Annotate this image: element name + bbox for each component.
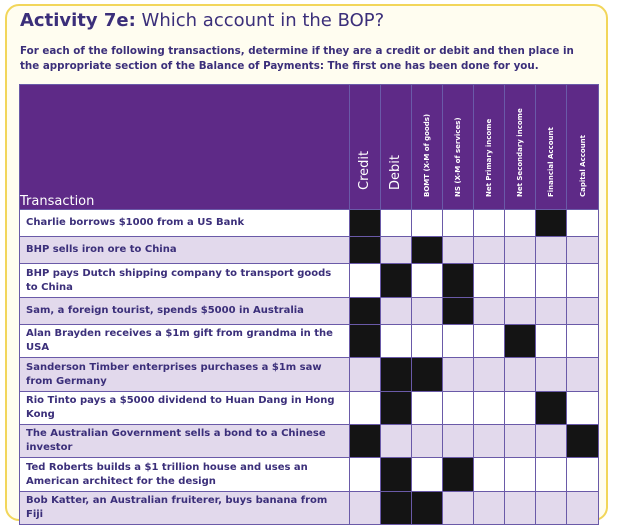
financial-account-cell[interactable] bbox=[536, 298, 567, 325]
net-secondary-income-cell[interactable] bbox=[505, 492, 536, 525]
header-net-primary-income: Net Primary income bbox=[474, 85, 505, 210]
table-body bbox=[20, 210, 599, 525]
credit-cell[interactable] bbox=[350, 264, 381, 298]
net-secondary-income-cell[interactable] bbox=[505, 425, 536, 458]
ns-cell[interactable] bbox=[443, 492, 474, 525]
transaction-cell: Bob Katter, an Australian fruiterer, buys banana from Fiji bbox=[20, 492, 350, 525]
transaction-cell: Sanderson Timber enterprises purchases a $1m saw from Germany bbox=[20, 358, 350, 392]
net-secondary-income-cell[interactable] bbox=[505, 358, 536, 392]
net-secondary-income-cell[interactable] bbox=[505, 458, 536, 492]
credit-cell-marked[interactable] bbox=[350, 425, 381, 458]
capital-account-cell[interactable] bbox=[567, 458, 599, 492]
bomt-cell-marked[interactable] bbox=[412, 492, 443, 525]
net-primary-income-cell[interactable] bbox=[474, 237, 505, 264]
credit-cell[interactable] bbox=[350, 492, 381, 525]
debit-cell-marked[interactable] bbox=[381, 492, 412, 525]
header-net-secondary-income: Net Secondary income bbox=[505, 85, 536, 210]
bomt-cell[interactable] bbox=[412, 392, 443, 425]
transaction-cell: The Australian Government sells a bond to a Chinese investor bbox=[20, 425, 350, 458]
header-financial-account: Financial Account bbox=[536, 85, 567, 210]
debit-cell[interactable] bbox=[381, 425, 412, 458]
capital-account-cell[interactable] bbox=[567, 325, 599, 358]
debit-cell-marked[interactable] bbox=[381, 458, 412, 492]
net-secondary-income-cell[interactable] bbox=[505, 237, 536, 264]
financial-account-cell[interactable] bbox=[536, 458, 567, 492]
net-secondary-income-cell-marked[interactable] bbox=[505, 325, 536, 358]
bomt-cell[interactable] bbox=[412, 425, 443, 458]
credit-cell-marked[interactable] bbox=[350, 325, 381, 358]
credit-cell[interactable] bbox=[350, 358, 381, 392]
bomt-cell-marked[interactable] bbox=[412, 237, 443, 264]
financial-account-cell[interactable] bbox=[536, 425, 567, 458]
bop-table bbox=[19, 84, 599, 525]
net-primary-income-cell[interactable] bbox=[474, 264, 505, 298]
credit-cell-marked[interactable] bbox=[350, 237, 381, 264]
header-bomt: BOMT (X-M of goods) bbox=[412, 85, 443, 210]
ns-cell[interactable] bbox=[443, 425, 474, 458]
financial-account-cell[interactable] bbox=[536, 358, 567, 392]
ns-cell-marked[interactable] bbox=[443, 298, 474, 325]
bomt-cell[interactable] bbox=[412, 325, 443, 358]
net-primary-income-cell[interactable] bbox=[474, 492, 505, 525]
table-row bbox=[20, 492, 599, 525]
transaction-cell: Sam, a foreign tourist, spends $5000 in Australia bbox=[20, 298, 350, 325]
table-row bbox=[20, 392, 599, 425]
debit-cell[interactable] bbox=[381, 237, 412, 264]
header-ns: NS (X-M of services) bbox=[443, 85, 474, 210]
net-primary-income-cell[interactable] bbox=[474, 458, 505, 492]
financial-account-cell-marked[interactable] bbox=[536, 392, 567, 425]
debit-cell[interactable] bbox=[381, 210, 412, 237]
capital-account-cell[interactable] bbox=[567, 264, 599, 298]
credit-cell-marked[interactable] bbox=[350, 298, 381, 325]
ns-cell[interactable] bbox=[443, 237, 474, 264]
debit-cell[interactable] bbox=[381, 325, 412, 358]
table-row bbox=[20, 298, 599, 325]
bomt-cell[interactable] bbox=[412, 458, 443, 492]
transaction-cell: Ted Roberts builds a $1 trillion house and uses an American architect for the design bbox=[20, 458, 350, 492]
activity-title: Activity 7e: Which account in the BOP? bbox=[20, 10, 385, 31]
table-row bbox=[20, 425, 599, 458]
transaction-cell: Rio Tinto pays a $5000 dividend to Huan Dang in Hong Kong bbox=[20, 392, 350, 425]
ns-cell[interactable] bbox=[443, 358, 474, 392]
ns-cell[interactable] bbox=[443, 392, 474, 425]
financial-account-cell-marked[interactable] bbox=[536, 210, 567, 237]
transaction-cell: Alan Brayden receives a $1m gift from grandma in the USA bbox=[20, 325, 350, 358]
credit-cell[interactable] bbox=[350, 392, 381, 425]
capital-account-cell[interactable] bbox=[567, 298, 599, 325]
transaction-cell: BHP pays Dutch shipping company to transport goods to China bbox=[20, 264, 350, 298]
table-row bbox=[20, 358, 599, 392]
financial-account-cell[interactable] bbox=[536, 325, 567, 358]
net-primary-income-cell[interactable] bbox=[474, 392, 505, 425]
bomt-cell[interactable] bbox=[412, 264, 443, 298]
net-primary-income-cell[interactable] bbox=[474, 425, 505, 458]
transaction-cell: BHP sells iron ore to China bbox=[20, 237, 350, 264]
capital-account-cell[interactable] bbox=[567, 492, 599, 525]
header-debit: Debit bbox=[381, 85, 412, 210]
net-secondary-income-cell[interactable] bbox=[505, 210, 536, 237]
header-credit: Credit bbox=[350, 85, 381, 210]
net-primary-income-cell[interactable] bbox=[474, 325, 505, 358]
debit-cell-marked[interactable] bbox=[381, 358, 412, 392]
ns-cell-marked[interactable] bbox=[443, 458, 474, 492]
credit-cell[interactable] bbox=[350, 458, 381, 492]
net-primary-income-cell[interactable] bbox=[474, 210, 505, 237]
ns-cell[interactable] bbox=[443, 325, 474, 358]
header-transaction: Transaction bbox=[20, 85, 350, 210]
net-primary-income-cell[interactable] bbox=[474, 358, 505, 392]
debit-cell-marked[interactable] bbox=[381, 264, 412, 298]
table-row bbox=[20, 264, 599, 298]
bomt-cell[interactable] bbox=[412, 298, 443, 325]
capital-account-cell[interactable] bbox=[567, 392, 599, 425]
instructions-text: For each of the following transactions, determine if they are a credit or debit and then place in the appropriate section of the Balance of Payments: The first one has been done for you. bbox=[20, 45, 574, 72]
bomt-cell-marked[interactable] bbox=[412, 358, 443, 392]
debit-cell-marked[interactable] bbox=[381, 392, 412, 425]
financial-account-cell[interactable] bbox=[536, 492, 567, 525]
ns-cell-marked[interactable] bbox=[443, 264, 474, 298]
transaction-cell: Charlie borrows $1000 from a US Bank bbox=[20, 210, 350, 237]
capital-account-cell[interactable] bbox=[567, 358, 599, 392]
table-row bbox=[20, 458, 599, 492]
debit-cell[interactable] bbox=[381, 298, 412, 325]
capital-account-cell[interactable] bbox=[567, 237, 599, 264]
table-row bbox=[20, 210, 599, 237]
credit-cell-marked[interactable] bbox=[350, 210, 381, 237]
capital-account-cell-marked[interactable] bbox=[567, 425, 599, 458]
header-row bbox=[20, 85, 599, 210]
financial-account-cell[interactable] bbox=[536, 237, 567, 264]
header-capital-account: Capital Account bbox=[567, 85, 599, 210]
net-primary-income-cell[interactable] bbox=[474, 298, 505, 325]
net-secondary-income-cell[interactable] bbox=[505, 298, 536, 325]
net-secondary-income-cell[interactable] bbox=[505, 264, 536, 298]
financial-account-cell[interactable] bbox=[536, 264, 567, 298]
bomt-cell[interactable] bbox=[412, 210, 443, 237]
capital-account-cell[interactable] bbox=[567, 210, 599, 237]
table-row bbox=[20, 325, 599, 358]
net-secondary-income-cell[interactable] bbox=[505, 392, 536, 425]
table-row bbox=[20, 237, 599, 264]
ns-cell[interactable] bbox=[443, 210, 474, 237]
